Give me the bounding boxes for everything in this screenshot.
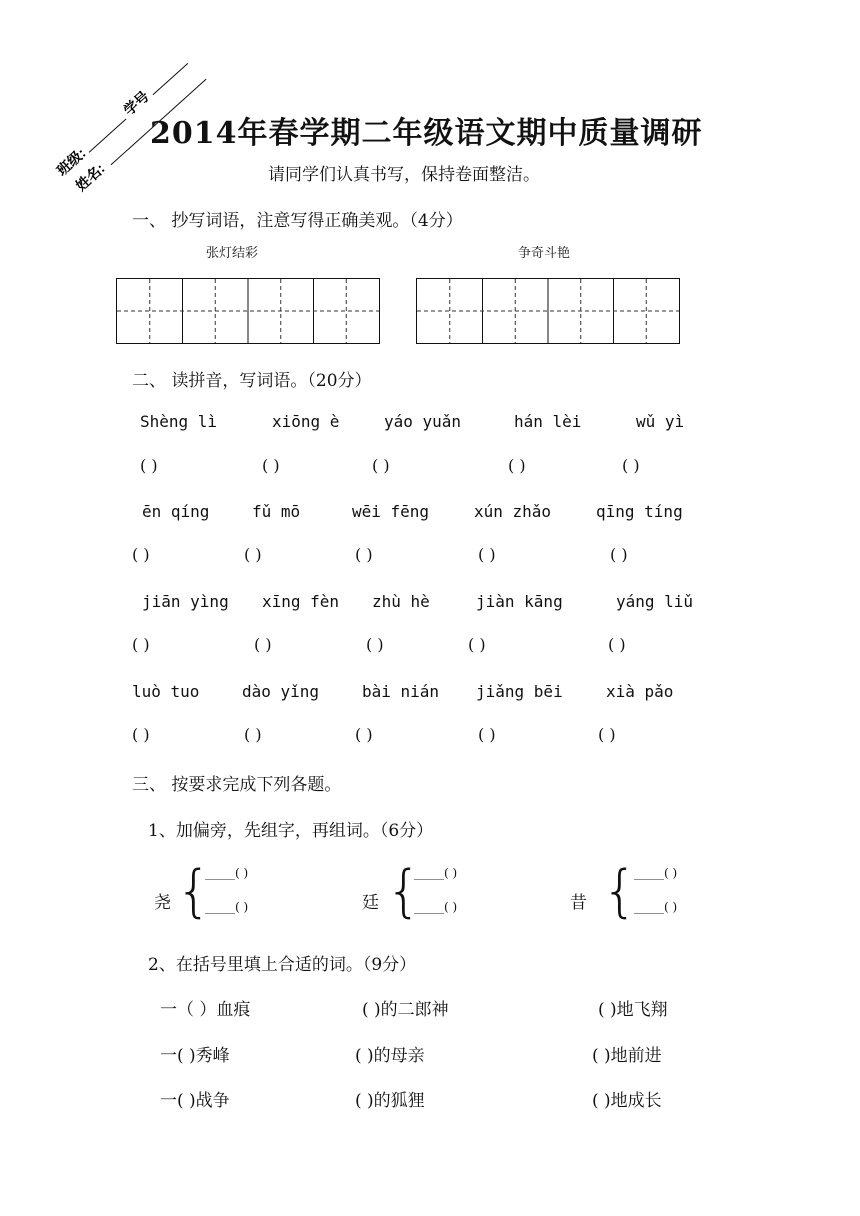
answer-blank[interactable]: ( ) [622,456,640,475]
pinyin: hán lèi [514,412,582,431]
name-label: 姓名: [72,160,108,194]
answer-blank[interactable]: ( ) [508,456,526,475]
pinyin: dào yǐng [242,682,320,701]
fill-item[interactable]: ( )地成长 [592,1091,662,1111]
radical-char-2: 廷 [362,893,379,913]
pinyin: bài nián [362,682,440,701]
section2-title: 二、 读拼音，写词语。（20分） [132,371,372,391]
compose-blank[interactable]: _____( ) [414,866,458,880]
pinyin: wǔ yì [636,412,685,431]
answer-blank[interactable]: ( ) [366,635,384,654]
answer-blank[interactable]: ( ) [262,456,280,475]
pinyin: wēi fēng [352,502,430,521]
pinyin: xiōng è [272,412,340,431]
copy-word-1: 张灯结彩 [206,246,259,261]
fill-item[interactable]: 一( )战争 [160,1091,230,1111]
answer-blank[interactable]: ( ) [608,635,626,654]
answer-blank[interactable]: ( ) [254,635,272,654]
q1-title: 1、加偏旁，先组字，再组词。（6分） [148,821,434,841]
pinyin: xún zhǎo [474,502,552,521]
compose-blank[interactable]: _____( ) [634,900,678,914]
brace-icon: { [602,859,638,924]
compose-blank[interactable]: _____( ) [414,900,458,914]
brace-icon: { [386,859,422,924]
number-label: 学号 [120,87,152,119]
fill-item[interactable]: ( )的母亲 [355,1046,425,1066]
fill-item[interactable]: ( )的二郎神 [362,1000,449,1020]
writing-grid-1[interactable] [116,278,380,344]
class-label: 班级: [53,144,89,179]
pinyin: Shèng lì [140,412,218,431]
answer-blank[interactable]: ( ) [478,545,496,564]
answer-blank[interactable]: ( ) [468,635,486,654]
pinyin: qīng tíng [596,502,683,521]
radical-char-1: 尧 [154,893,171,913]
compose-blank[interactable]: _____( ) [634,866,678,880]
page-title: 2014年春学期二年级语文期中质量调研 [150,116,703,151]
pinyin: jiān yìng [142,592,229,611]
answer-blank[interactable]: ( ) [140,456,158,475]
answer-blank[interactable]: ( ) [244,725,262,744]
brace-icon: { [176,859,212,924]
radical-char-3: 昔 [570,893,587,913]
fill-item[interactable]: ( )的狐狸 [355,1091,425,1111]
q2-title: 2、在括号里填上合适的词。（9分） [148,955,417,975]
writing-grid-2[interactable] [416,278,680,344]
pinyin: xīng fèn [262,592,340,611]
pinyin: luò tuo [132,682,200,701]
copy-word-2: 争奇斗艳 [518,246,571,261]
answer-blank[interactable]: ( ) [372,456,390,475]
pinyin: jiǎng bēi [476,682,563,701]
fill-item[interactable]: 一（ ）血痕 [160,1000,251,1020]
pinyin: yáo yuǎn [384,412,462,431]
answer-blank[interactable]: ( ) [244,545,262,564]
answer-blank[interactable]: ( ) [132,635,150,654]
pinyin: jiàn kāng [476,592,563,611]
answer-blank[interactable]: ( ) [355,725,373,744]
pinyin: yáng liǔ [616,592,694,611]
compose-blank[interactable]: _____( ) [205,866,249,880]
section3-title: 三、 按要求完成下列各题。 [132,775,342,795]
page-subtitle: 请同学们认真书写，保持卷面整洁。 [268,165,540,185]
answer-blank[interactable]: ( ) [132,725,150,744]
answer-blank[interactable]: ( ) [478,725,496,744]
pinyin: xià pǎo [606,682,674,701]
answer-blank[interactable]: ( ) [132,545,150,564]
answer-blank[interactable]: ( ) [598,725,616,744]
answer-blank[interactable]: ( ) [355,545,373,564]
answer-blank[interactable]: ( ) [610,545,628,564]
section1-title: 一、 抄写词语，注意写得正确美观。（4分） [132,211,463,231]
compose-blank[interactable]: _____( ) [205,900,249,914]
pinyin: fǔ mō [252,502,301,521]
pinyin: ēn qíng [142,502,210,521]
fill-item[interactable]: ( )地前进 [592,1046,662,1066]
fill-item[interactable]: ( )地飞翔 [598,1000,668,1020]
fill-item[interactable]: 一( )秀峰 [160,1046,230,1066]
pinyin: zhù hè [372,592,430,611]
